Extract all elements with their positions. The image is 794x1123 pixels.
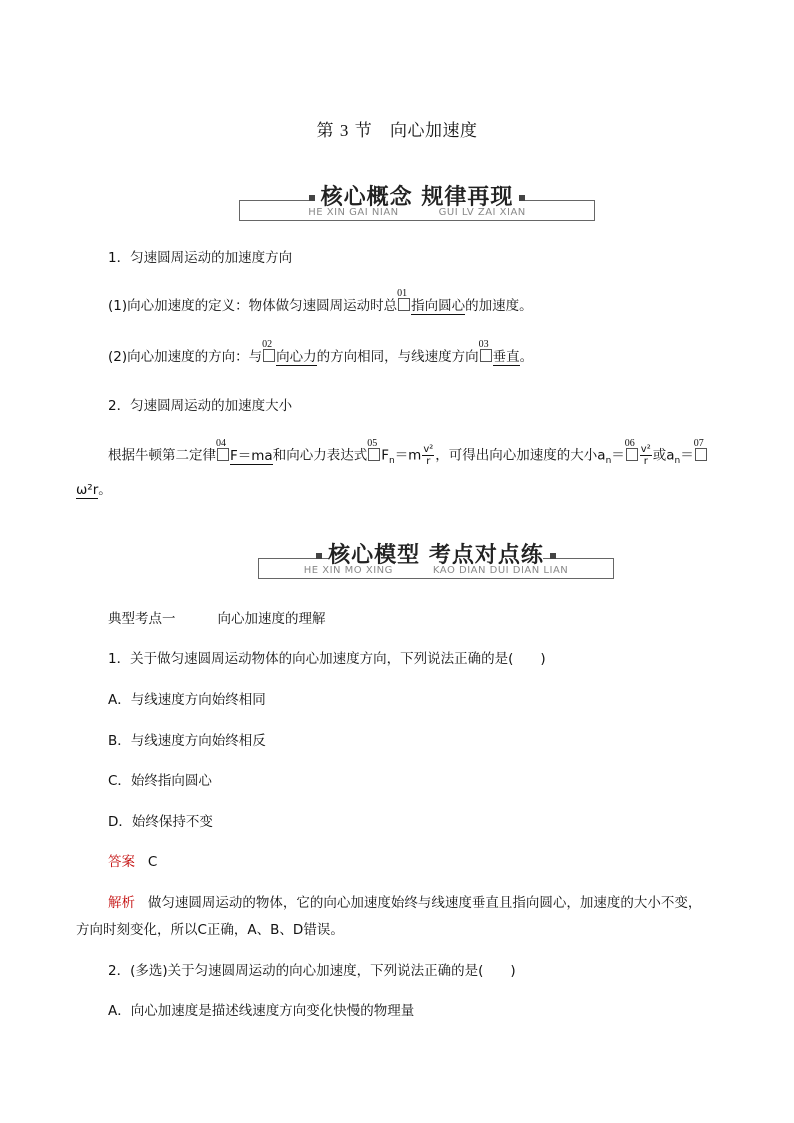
concept-heading-1: 1．匀速圆周运动的加速度方向 [108, 250, 293, 266]
q1-option-c: C．始终指向圆心 [108, 773, 212, 789]
section-banner-model: 核心模型 考点对点练 HE XIN MO XING KAO DIAN DUI DIAN LIAN [258, 538, 614, 580]
concept-magnitude-cont: ω²r。 [76, 482, 112, 498]
answer: 答案 C [108, 854, 158, 870]
question-2: 2．(多选)关于匀速圆周运动的向心加速度，下列说法正确的是( ) [108, 963, 516, 979]
q1-option-b: B．与线速度方向始终相反 [108, 733, 266, 749]
answer-blank: 指向圆心 [411, 298, 466, 314]
analysis-cont: 方向时刻变化，所以C正确，A、B、D错误。 [76, 922, 344, 938]
question-1: 1．关于做匀速圆周运动物体的向心加速度方向，下列说法正确的是( ) [108, 651, 546, 667]
section-banner-concepts: 核心概念 规律再现 HE XIN GAI NIAN GUI LV ZAI XIAN [239, 180, 595, 222]
q1-option-a: A．与线速度方向始终相同 [108, 692, 266, 708]
concept-definition: (1)向心加速度的定义：物体做匀速圆周运动时总 01 指向圆心的加速度。 [108, 288, 533, 314]
page-title: 第 3 节 向心加速度 [316, 121, 478, 141]
q1-option-d: D．始终保持不变 [108, 814, 213, 830]
concept-magnitude: 根据牛顿第二定律 04 F＝ma和向心力表达式 05 $F_n=m$ $\frac{\text{v²}}{r}$ ，可得出向心加速度的大小$a_n=$ 06 $\frac{\text{v²}}{r}$ 或$a_n=$ 07 [108, 444, 708, 471]
q2-option-a: A．向心加速度是描述线速度方向变化快慢的物理量 [108, 1003, 415, 1019]
concept-direction: (2)向心加速度的方向：与 02 向心力的方向相同，与线速度方向 03 垂直。 [108, 339, 534, 365]
topic-heading: 典型考点一 向心加速度的理解 [108, 611, 326, 627]
analysis: 解析 做匀速圆周运动的物体，它的向心加速度始终与线速度垂直且指向圆心，加速度的大小不变， [108, 895, 702, 911]
concept-heading-2: 2．匀速圆周运动的加速度大小 [108, 398, 293, 414]
